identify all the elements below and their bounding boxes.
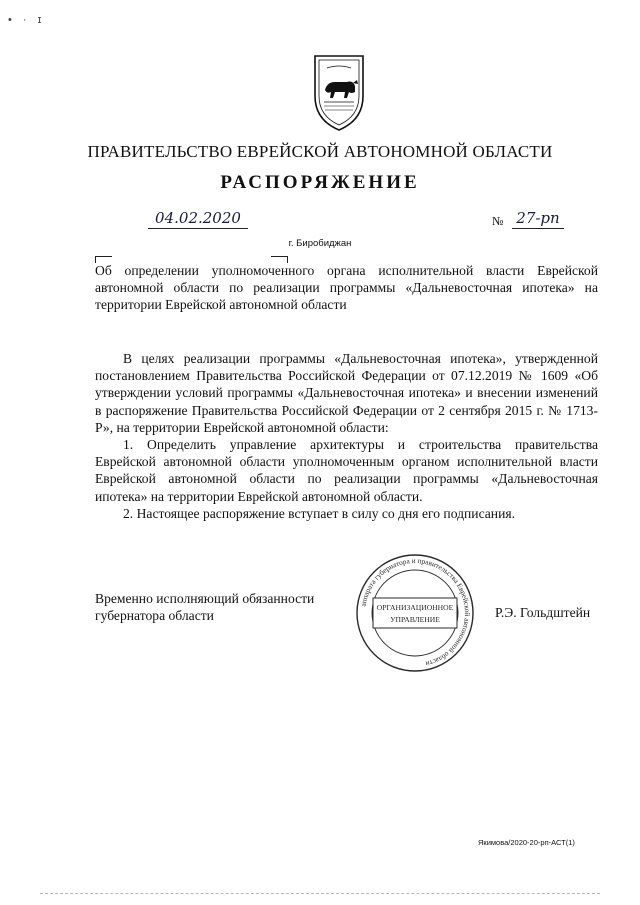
stamp-center-line-1: ОРГАНИЗАЦИОННОЕ: [376, 603, 454, 612]
document-body: [95, 350, 598, 522]
number-label: №: [492, 214, 504, 228]
city-line: г. Биробиджан: [288, 238, 352, 249]
signatory-name: Р.Э. Гольдштейн: [495, 605, 591, 620]
stamp-center-line-2: УПРАВЛЕНИЕ: [390, 615, 440, 624]
official-stamp: [351, 552, 479, 674]
scan-edge-line: [40, 893, 600, 894]
item-1-paragraph: 1. Определить управление архитектуры и строительства правительства Еврейской автономной области уполномоченным органом исполнительной власти Еврейской автономной области по реализации программы «Дальневосточная ипотека» на территории Еврейской автономной области.: [95, 437, 598, 504]
item-2-paragraph: 2. Настоящее распоряжение вступает в силу со дня его подписания.: [123, 505, 516, 521]
document-type: РАСПОРЯЖЕНИЕ: [220, 172, 420, 193]
document-subject: Об определении уполномоченного органа исполнительной власти Еврейской автономной области по реализации программы «Дальневосточная ипотека» на территории Еврейской автономной области: [95, 263, 598, 313]
coat-of-arms-emblem: [305, 50, 373, 134]
document-number: 27-рп: [512, 209, 564, 229]
government-name: ПРАВИТЕЛЬСТВО ЕВРЕЙСКОЙ АВТОНОМНОЙ ОБЛАСТИ: [87, 142, 553, 161]
signatory-title: Временно исполняющий обязанности губернатора области: [95, 591, 315, 624]
scan-artifact-dots: • · ɪ: [8, 14, 46, 26]
stamp-outer-text: аппарата губернатора и правительства Еврейской автономной области: [358, 555, 473, 669]
preamble-paragraph: В целях реализации программы «Дальневосточная ипотека», утвержденной постановлением Правительства Российской Федерации от 07.12.2019 № 1609 «Об утверждении условий программы «Дальневосточная ипотека» и внесении изменений в распоряжение Правительства Российской Федерации от 2 сентября 2015 г. № 1713-Р», на территории Еврейской автономной области:: [95, 351, 598, 435]
document-date: 04.02.2020: [148, 209, 248, 229]
footer-reference: Якимова/2020-20-рп-АСТ(1): [478, 838, 575, 847]
